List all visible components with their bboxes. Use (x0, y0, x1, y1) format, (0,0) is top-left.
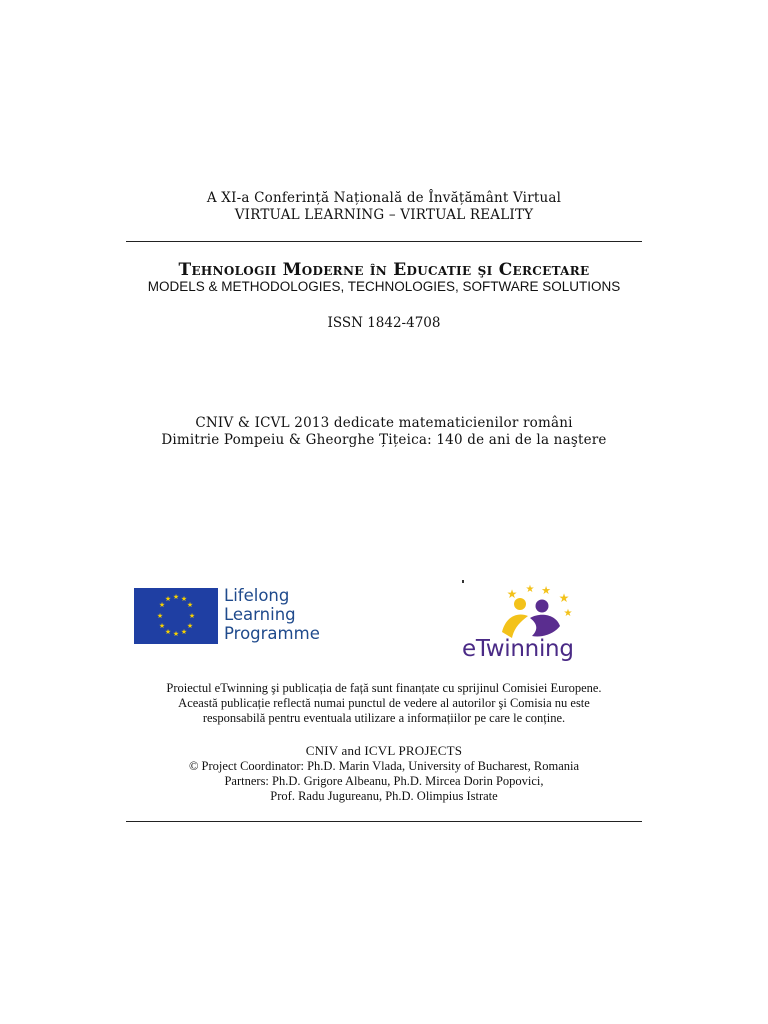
conference-title: A XI-a Conferință Națională de Învățământ Virtual (206, 190, 562, 206)
svg-text:★: ★ (558, 591, 570, 605)
svg-text:★: ★ (186, 601, 194, 609)
lifelong-learning-programme-logo (134, 588, 334, 646)
publication-title: Tehnologii Moderne în Educatie şi Cercetare (178, 260, 590, 280)
svg-text:★: ★ (172, 630, 180, 638)
issn: ISSN 1842-4708 (327, 315, 441, 331)
eu-flag-icon (134, 588, 218, 644)
svg-text:★: ★ (186, 622, 194, 630)
partners-line-2: Prof. Radu Jugureanu, Ph.D. Olimpius Istrate (270, 789, 498, 803)
svg-text:★: ★ (180, 628, 188, 636)
svg-text:★: ★ (158, 601, 166, 609)
dot-mark (462, 580, 464, 583)
projects-heading: CNIV and ICVL PROJECTS (305, 743, 463, 758)
bottom-divider (126, 821, 642, 822)
svg-text:★: ★ (563, 608, 573, 619)
llp-wordmark (224, 586, 320, 643)
svg-text:★: ★ (180, 595, 188, 603)
llp-line-3: Programme (224, 624, 320, 643)
funding-line-3: responsabilă pentru eventuala utilizare a informațiilor pe care le conține. (202, 711, 566, 725)
svg-text:★: ★ (164, 628, 172, 636)
svg-text:★: ★ (172, 593, 180, 601)
etwinning-figures-icon (490, 582, 580, 640)
svg-text:★: ★ (541, 584, 551, 597)
funding-line-2: Această publicație reflectă numai punctul de vedere al autorilor şi Comisia nu este (178, 696, 590, 710)
svg-text:★: ★ (525, 584, 535, 595)
svg-text:★: ★ (188, 612, 196, 620)
etwinning-wordmark: eTwinning (462, 636, 574, 662)
dedication-line-1: CNIV & ICVL 2013 dedicate matematicienilor români (195, 415, 573, 431)
top-divider (126, 241, 642, 242)
svg-text:★: ★ (164, 595, 172, 603)
dedication-line-2: Dimitrie Pompeiu & Gheorghe Țițeica: 140 de ani de la naştere (161, 432, 607, 448)
llp-line-1: Lifelong (224, 586, 290, 605)
project-coordinator: © Project Coordinator: Ph.D. Marin Vlada, University of Bucharest, Romania (188, 759, 580, 773)
funding-line-1: Proiectul eTwinning şi publicația de față sunt finanțate cu sprijinul Comisiei Europene. (166, 681, 602, 695)
conference-subtitle: VIRTUAL LEARNING – VIRTUAL REALITY (234, 207, 534, 223)
svg-text:★: ★ (156, 612, 164, 620)
llp-line-2: Learning (224, 605, 296, 624)
svg-text:★: ★ (506, 587, 518, 601)
publication-subtitle: MODELS & METHODOLOGIES, TECHNOLOGIES, SOFTWARE SOLUTIONS (147, 279, 621, 294)
etwinning-logo (460, 578, 610, 668)
svg-text:★: ★ (158, 622, 166, 630)
partners-line-1: Partners: Ph.D. Grigore Albeanu, Ph.D. Mircea Dorin Popovici, (224, 774, 544, 788)
